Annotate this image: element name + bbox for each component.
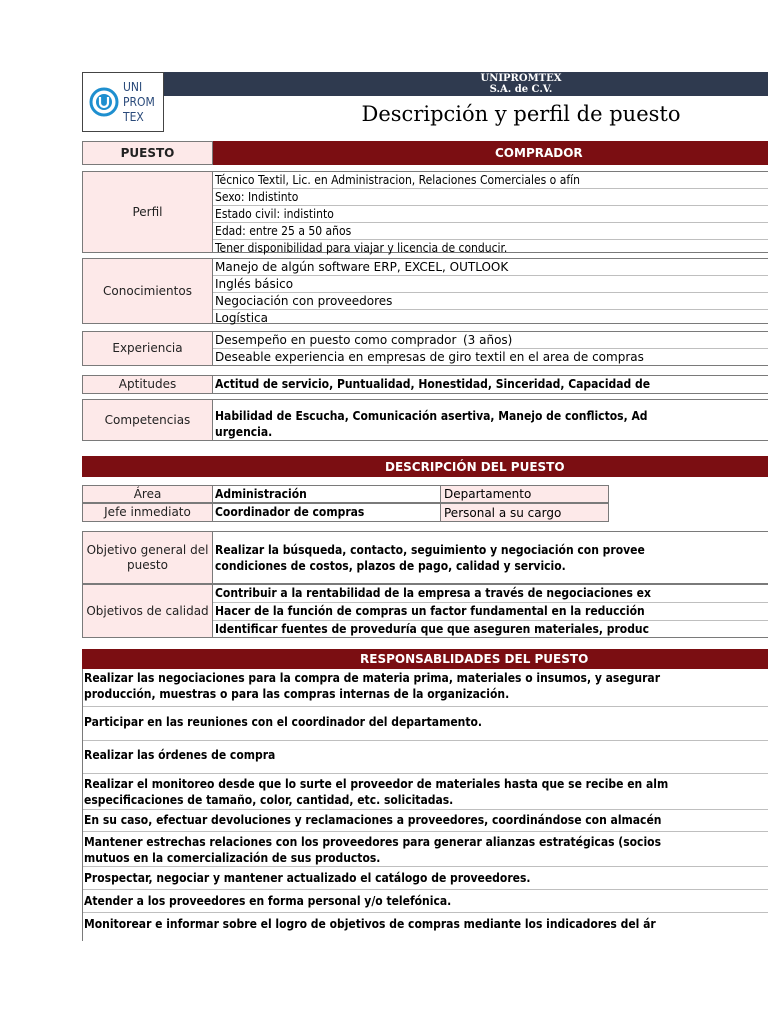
list-item: Manejo de algún software ERP, EXCEL, OUTLOOK — [213, 259, 768, 276]
perfil-label — [82, 171, 213, 253]
area-label — [82, 485, 213, 503]
list-item — [83, 890, 768, 913]
puesto-value — [213, 141, 768, 165]
aptitudes-label — [82, 375, 213, 394]
jefe-value — [212, 503, 441, 522]
experiencia-list — [212, 331, 768, 366]
list-item: Estado civil: indistinto — [213, 206, 768, 223]
area-value-text: Administración — [215, 487, 307, 501]
objetivo-label-line: Objetivo general del — [86, 542, 209, 557]
responsabilidades-list — [82, 669, 768, 941]
experiencia-years: (3 años) — [463, 333, 513, 347]
responsabilidades-header — [82, 649, 768, 669]
responsabilidad-line: Realizar las órdenes de compra — [84, 748, 276, 762]
personal-label — [440, 503, 609, 522]
conocimientos-list — [212, 258, 768, 324]
company-banner — [164, 72, 768, 96]
experiencia-puesto: Desempeño en puesto como comprador — [215, 333, 457, 347]
objetivo-label-line: puesto — [127, 557, 168, 572]
objetivos-calidad-label — [82, 584, 213, 638]
responsabilidad-line: En su caso, efectuar devoluciones y reclamaciones a proveedores, coordinándose con almacén — [84, 813, 662, 827]
area-value — [212, 485, 441, 503]
competencias-label-text: Competencias — [104, 412, 191, 427]
jefe-label-text: Jefe inmediato — [104, 505, 191, 519]
list-item: Edad: entre 25 a 50 años — [213, 223, 768, 240]
logo-box — [82, 72, 164, 132]
personal-label-text: Personal a su cargo — [444, 506, 562, 520]
list-item — [83, 774, 768, 810]
perfil-label-text: Perfil — [132, 204, 163, 219]
objetivos-calidad-list — [212, 584, 768, 638]
responsabilidad-line: Mantener estrechas relaciones con los proveedores para generar alianzas estratégicas (socios — [84, 835, 662, 849]
jefe-label — [82, 503, 213, 522]
list-item — [83, 810, 768, 832]
responsabilidad-line: Participar en las reuniones con el coordinador del departamento. — [84, 715, 483, 729]
objetivo-general-label — [82, 531, 213, 584]
page-title: Descripción y perfil de puesto — [361, 102, 681, 126]
list-item — [213, 332, 768, 349]
company-type: S.A. de C.V. — [489, 84, 553, 95]
responsabilidad-line: Monitorear e informar sobre el logro de objetivos de compras mediante los indicadores del ár — [84, 917, 656, 931]
responsabilidad-line: Prospectar, negociar y mantener actualizado el catálogo de proveedores. — [84, 871, 531, 885]
perfil-list — [212, 171, 768, 253]
area-label-text: Área — [133, 486, 162, 501]
descripcion-header — [82, 456, 768, 477]
responsabilidad-line: especificaciones de tamaño, color, cantidad, etc. solicitadas. — [84, 793, 454, 807]
responsabilidad-line: Realizar las negociaciones para la compra de materia prima, materiales o insumos, y asegurar — [84, 671, 661, 685]
logo-text-line: UNI — [123, 80, 143, 94]
logo-text-line: PROM — [123, 95, 155, 109]
jefe-value-text: Coordinador de compras — [215, 505, 365, 519]
list-item: Identificar fuentes de proveduría que que aseguren materiales, produc — [215, 622, 650, 636]
competencias-label — [82, 399, 213, 441]
list-item — [83, 832, 768, 867]
list-item — [83, 913, 768, 937]
list-item: Inglés básico — [213, 276, 768, 293]
sheet-area — [82, 72, 768, 952]
list-item — [83, 707, 768, 741]
list-item — [83, 741, 768, 774]
departamento-label-text: Departamento — [444, 487, 532, 501]
list-item: Contribuir a la rentabilidad de la empresa a través de negociaciones ex — [213, 585, 768, 603]
experiencia-label — [82, 331, 213, 366]
responsabilidades-header-text: RESPONSABLIDADES DEL PUESTO — [360, 652, 589, 666]
responsabilidad-line: mutuos en la comercialización de sus productos. — [84, 851, 381, 865]
aptitudes-text: Actitud de servicio, Puntualidad, Honestidad, Sinceridad, Capacidad de — [215, 377, 651, 391]
list-item: Logística — [215, 311, 269, 325]
competencias-value — [212, 399, 768, 441]
list-item — [83, 867, 768, 890]
conocimientos-label — [82, 258, 213, 324]
objetivo-line: Realizar la búsqueda, contacto, seguimiento y negociación con provee — [215, 543, 645, 557]
list-item: Negociación con proveedores — [213, 293, 768, 310]
objetivos-calidad-label-text: Objetivos de calidad — [86, 603, 209, 618]
aptitudes-label-text: Aptitudes — [118, 377, 177, 391]
list-item: Técnico Textil, Lic. en Administracion, Relaciones Comerciales o afín — [213, 172, 768, 189]
list-item: Hacer de la función de compras un factor fundamental en la reducción — [213, 603, 768, 621]
list-item: Sexo: Indistinto — [213, 189, 768, 206]
objetivo-line: condiciones de costos, plazos de pago, calidad y servicio. — [215, 559, 566, 573]
responsabilidad-line: Atender a los proveedores en forma personal y/o telefónica. — [84, 894, 452, 908]
experiencia-label-text: Experiencia — [112, 341, 183, 355]
list-item: Deseable experiencia en empresas de giro textil en el area de compras — [215, 350, 644, 364]
conocimientos-label-text: Conocimientos — [103, 283, 192, 298]
competencias-line: Habilidad de Escucha, Comunicación asertiva, Manejo de conflictos, Ad — [215, 409, 648, 423]
competencias-line: urgencia. — [215, 425, 273, 439]
puesto-value-text: COMPRADOR — [495, 146, 583, 160]
aptitudes-value — [212, 375, 768, 394]
list-item — [83, 669, 768, 707]
objetivo-general-value — [212, 531, 768, 584]
logo-text-line: TEX — [123, 110, 144, 124]
responsabilidad-line: producción, muestras o para las compras internas de la organización. — [84, 687, 510, 701]
departamento-label — [440, 485, 609, 503]
list-item: Tener disponibilidad para viajar y licencia de conducir. — [215, 241, 508, 255]
puesto-label — [82, 141, 213, 165]
company-logo-icon — [89, 87, 119, 117]
company-name: UNIPROMTEX — [480, 73, 562, 84]
descripcion-header-text: DESCRIPCIÓN DEL PUESTO — [385, 459, 565, 474]
responsabilidad-line: Realizar el monitoreo desde que lo surte el proveedor de materiales hasta que se recibe en alm — [84, 777, 669, 791]
puesto-label-text: PUESTO — [120, 145, 175, 160]
logo-text — [123, 80, 155, 125]
